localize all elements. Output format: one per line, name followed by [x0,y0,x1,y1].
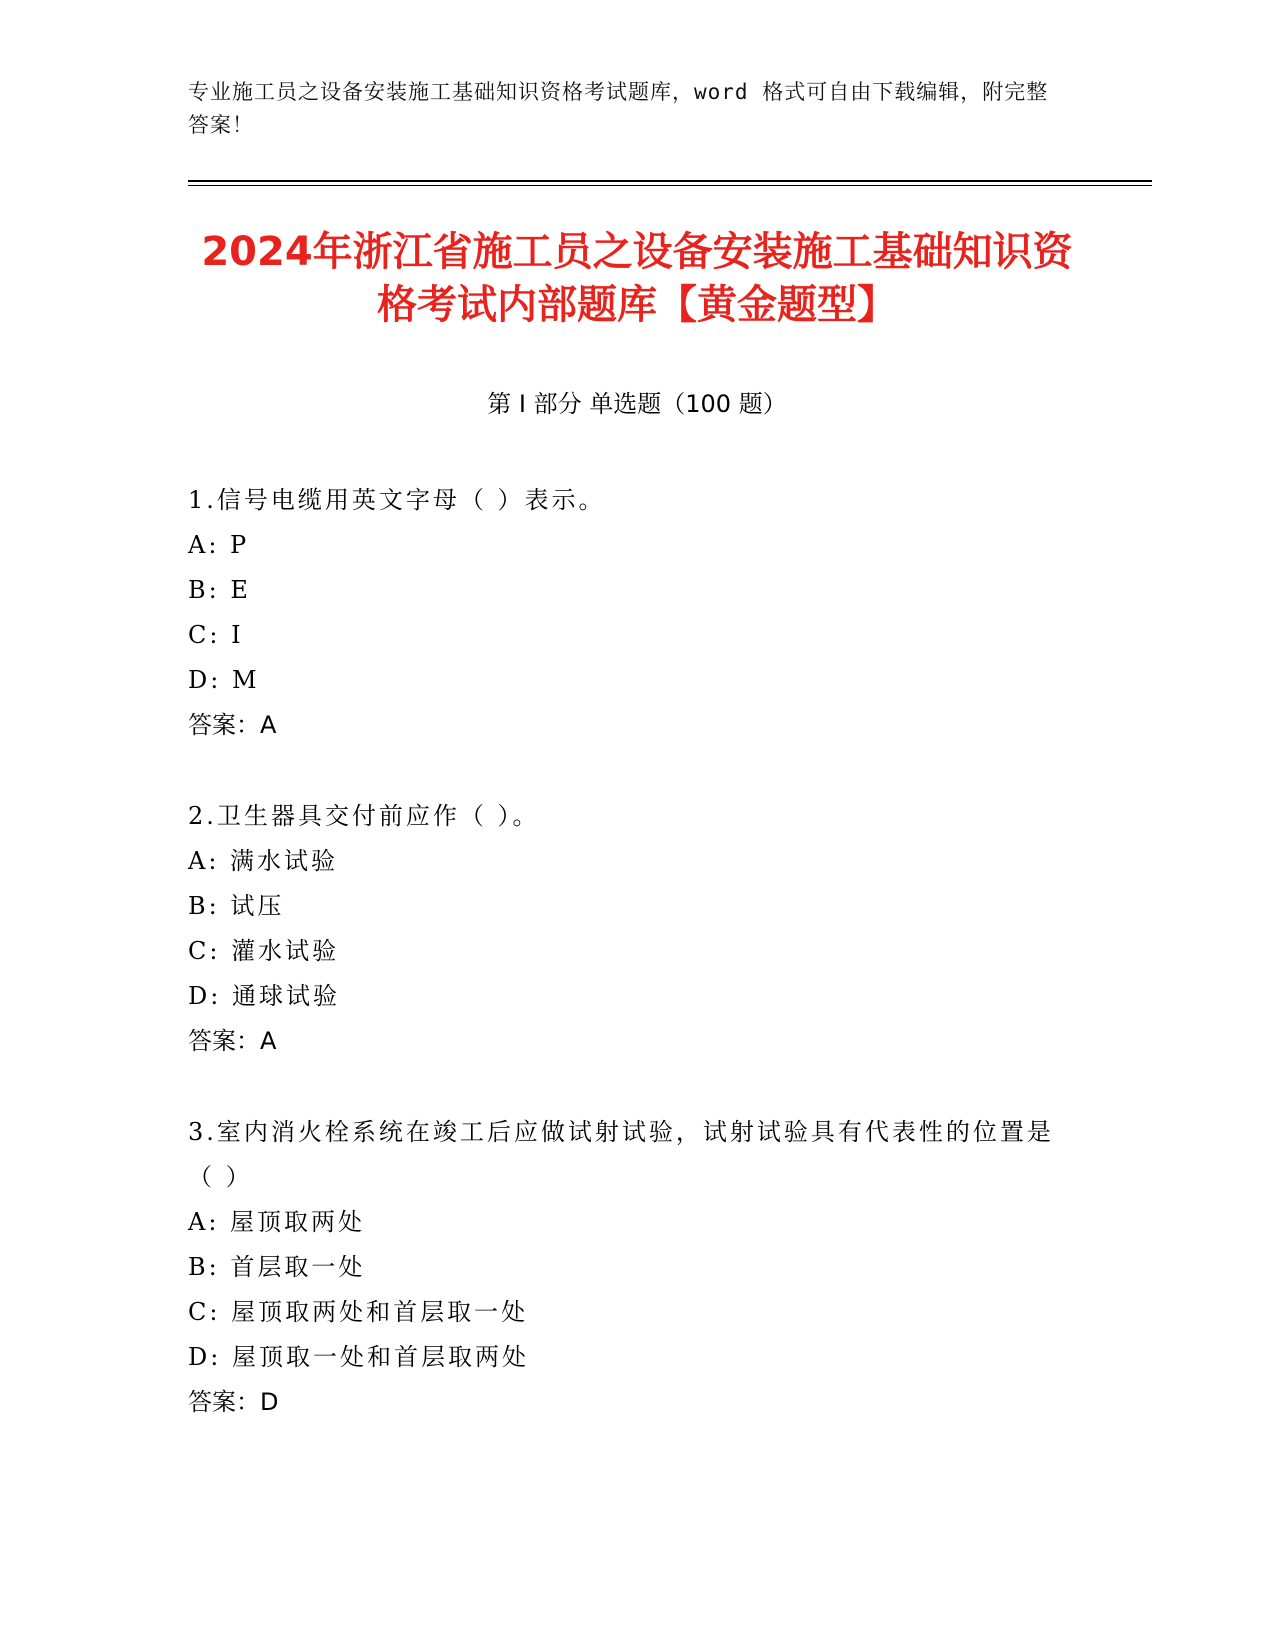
question-3 [188,1110,1068,1425]
answer: 答案：D [188,1388,279,1416]
question-stem: 1.信号电缆用英文字母（ ）表示。 [188,486,606,514]
option-b: B: E [188,576,251,604]
question-1 [188,478,1068,748]
option-b: B: 试压 [188,892,285,920]
option-d: D: 屋顶取一处和首层取两处 [188,1343,529,1371]
option-a: A: P [188,531,250,559]
option-a: A: 满水试验 [188,847,339,875]
answer: 答案：A [188,711,277,739]
option-c: C: I [188,621,244,649]
option-a: A: 屋顶取两处 [188,1208,366,1236]
header-divider-thin [188,185,1152,186]
document-title: 2024年浙江省施工员之设备安装施工基础知识资格考试内部题库【黄金题型】 [201,229,1073,328]
option-d: D: M [188,666,260,694]
option-d: D: 通球试验 [188,982,340,1010]
section-heading: 第 I 部分 单选题（100 题） [487,390,787,418]
question-stem: 3.室内消火栓系统在竣工后应做试射试验，试射试验具有代表性的位置是（ ） [188,1118,1054,1191]
option-b: B: 首层取一处 [188,1253,366,1281]
answer: 答案：A [188,1027,277,1055]
header-note: 专业施工员之设备安装施工基础知识资格考试题库，word 格式可自由下载编辑，附完整答案！ [188,80,1049,137]
question-stem: 2.卫生器具交付前应作（ ）。 [188,802,540,830]
option-c: C: 灌水试验 [188,937,340,965]
option-c: C: 屋顶取两处和首层取一处 [188,1298,529,1326]
question-2 [188,794,1068,1064]
question-list [188,478,1068,1471]
header-divider-thick [188,180,1152,182]
